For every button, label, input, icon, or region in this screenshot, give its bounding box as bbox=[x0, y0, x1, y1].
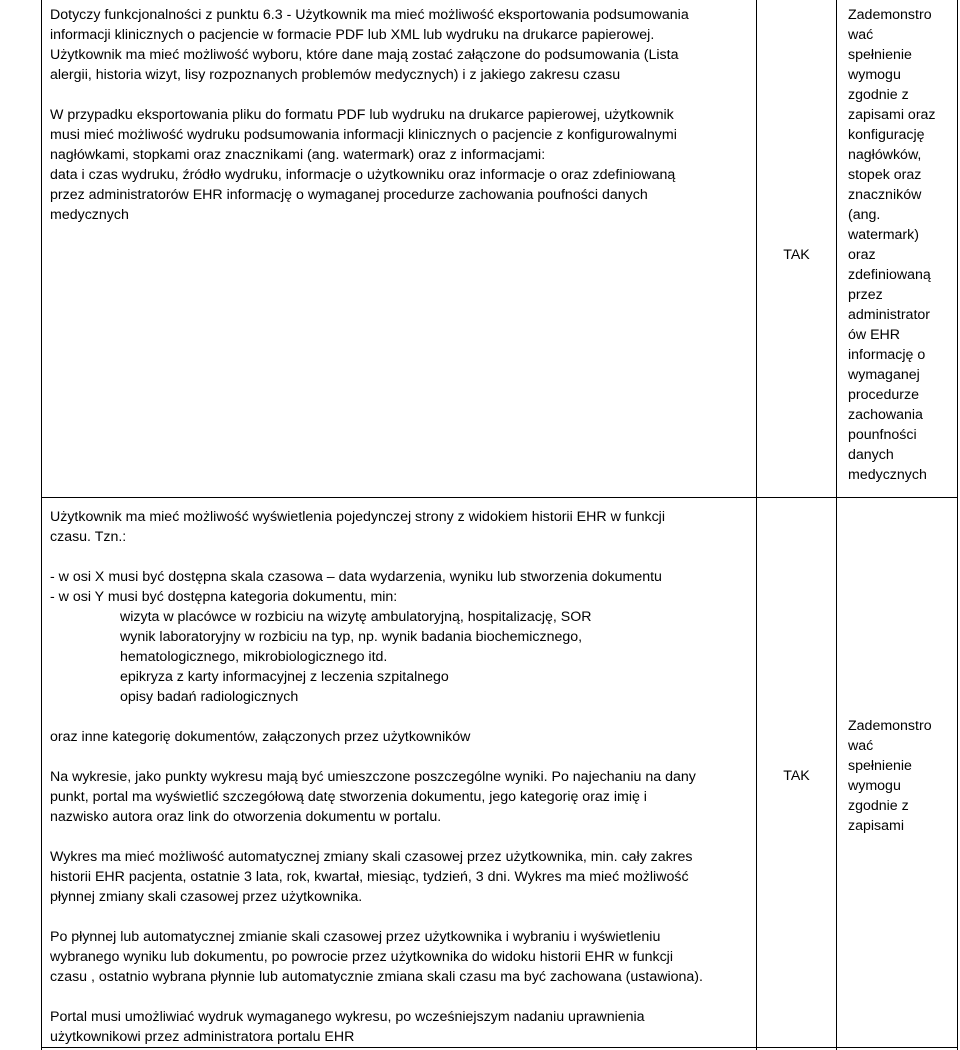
desc-line: - w osi Y musi być dostępna kategoria dokumentu, min: bbox=[50, 589, 398, 605]
note-line: wymogu bbox=[848, 778, 901, 794]
desc-line: Portal musi umożliwiać wydruk wymaganego wykresu, po wcześniejszym nadaniu uprawnienia bbox=[50, 1009, 645, 1025]
desc-line: W przypadku eksportowania pliku do formatu PDF lub wydruku na drukarce papierowej, użytkownik bbox=[50, 107, 674, 123]
note-line: zapisami oraz bbox=[848, 107, 936, 123]
desc-line: Na wykresie, jako punkty wykresu mają być umieszczone poszczególne wyniki. Po najechaniu na dany bbox=[50, 769, 696, 785]
desc-line: nagłówkami, stopkami oraz znacznikami (ang. watermark) oraz z informacjami: bbox=[50, 147, 546, 163]
desc-line: punkt, portal ma wyświetlić szczegółową datę stworzenia dokumentu, jego kategorię oraz imię i bbox=[50, 789, 647, 805]
note-line: wać bbox=[848, 738, 874, 754]
note-line: informację o bbox=[848, 347, 926, 363]
note-line: nagłówków, bbox=[848, 147, 922, 163]
note-line: pounfności bbox=[848, 427, 917, 443]
desc-line: użytkownikowi przez administratora portalu EHR bbox=[50, 1029, 355, 1045]
note-line: wać bbox=[848, 27, 874, 43]
table-row-divider bbox=[41, 497, 958, 498]
row-2-answer: TAK bbox=[783, 768, 810, 784]
desc-line: czasu. Tzn.: bbox=[50, 529, 127, 545]
note-line: Zademonstro bbox=[848, 718, 932, 734]
desc-line: płynnej zmiany skali czasowej przez użytkownika. bbox=[50, 889, 363, 905]
desc-line: - w osi X musi być dostępna skala czasowa – data wydarzenia, wyniku lub stworzenia dokumentu bbox=[50, 569, 662, 585]
note-line: zdefiniowaną bbox=[848, 267, 931, 283]
row-1-note bbox=[848, 5, 956, 485]
row-2-note bbox=[848, 716, 956, 836]
desc-line: nazwisko autora oraz link do otworzenia dokumentu w portalu. bbox=[50, 809, 442, 825]
row-1-description bbox=[50, 5, 754, 225]
note-line: wymaganej bbox=[848, 367, 920, 383]
desc-line: przez administratorów EHR informację o wymaganej procedurze zachowania poufności danych bbox=[50, 187, 648, 203]
desc-line: musi mieć możliwość wydruku podsumowania informacji klinicznych o pacjencie z konfigurowalnymi bbox=[50, 127, 677, 143]
note-line: wymogu bbox=[848, 67, 901, 83]
note-line: medycznych bbox=[848, 467, 927, 483]
note-line: stopek oraz bbox=[848, 167, 922, 183]
row-1-answer: TAK bbox=[783, 247, 810, 263]
note-line: spełnienie bbox=[848, 47, 912, 63]
row-2-description bbox=[50, 507, 754, 1047]
note-line: zgodnie z bbox=[848, 87, 909, 103]
desc-line: historii EHR pacjenta, ostatnie 3 lata, rok, kwartał, miesiąc, tydzień, 3 dni. Wykres ma mieć możliwość bbox=[50, 869, 689, 885]
note-line: procedurze bbox=[848, 387, 919, 403]
note-line: Zademonstro bbox=[848, 7, 932, 23]
desc-line: alergii, historia wizyt, lisy rozpoznanych problemów medycznych) i z jakiego zakresu czasu bbox=[50, 67, 621, 83]
category-line: opisy badań radiologicznych bbox=[120, 689, 299, 705]
note-line: przez bbox=[848, 287, 883, 303]
note-line: danych bbox=[848, 447, 894, 463]
desc-line: informacji klinicznych o pacjencie w formacie PDF lub XML lub wydruku na drukarce papierowej. bbox=[50, 27, 655, 43]
table-border-col3 bbox=[836, 0, 837, 1050]
desc-line: oraz inne kategorię dokumentów, załączonych przez użytkowników bbox=[50, 729, 471, 745]
note-line: watermark) bbox=[848, 227, 919, 243]
note-line: ów EHR bbox=[848, 327, 901, 343]
table-border-left bbox=[41, 0, 42, 1050]
category-line: hematologicznego, mikrobiologicznego itd. bbox=[120, 649, 388, 665]
note-line: zgodnie z bbox=[848, 798, 909, 814]
category-line: epikryza z karty informacyjnej z leczenia szpitalnego bbox=[120, 669, 449, 685]
note-line: znaczników bbox=[848, 187, 922, 203]
desc-line: medycznych bbox=[50, 207, 129, 223]
table-border-col2 bbox=[756, 0, 757, 1050]
note-line: konfigurację bbox=[848, 127, 925, 143]
note-line: (ang. bbox=[848, 207, 881, 223]
table-border-right bbox=[957, 0, 958, 1050]
desc-line: czasu , ostatnio wybrana płynnie lub automatycznie zmiana skali czasu ma być zachowana (ustawiona). bbox=[50, 969, 703, 985]
desc-line: wybranego wyniku lub dokumentu, po powrocie przez użytkownika do widoku historii EHR w funkcji bbox=[50, 949, 673, 965]
table-border-bottom bbox=[41, 1047, 958, 1048]
category-line: wynik laboratoryjny w rozbiciu na typ, np. wynik badania biochemicznego, bbox=[120, 629, 583, 645]
desc-line: Dotyczy funkcjonalności z punktu 6.3 - Użytkownik ma mieć możliwość eksportowania podsumowania bbox=[50, 7, 689, 23]
desc-line: data i czas wydruku, źródło wydruku, informacje o użytkowniku oraz informacje o oraz zdefiniowaną bbox=[50, 167, 676, 183]
desc-line: Po płynnej lub automatycznej zmianie skali czasowej przez użytkownika i wybraniu i wyświetleniu bbox=[50, 929, 661, 945]
note-line: zachowania bbox=[848, 407, 923, 423]
note-line: spełnienie bbox=[848, 758, 912, 774]
note-line: zapisami bbox=[848, 818, 904, 834]
desc-line: Wykres ma mieć możliwość automatycznej zmiany skali czasowej przez użytkownika, min. cały zakres bbox=[50, 849, 693, 865]
desc-line: Użytkownik ma mieć możliwość wyświetlenia pojedynczej strony z widokiem historii EHR w funkcji bbox=[50, 509, 665, 525]
category-line: wizyta w placówce w rozbiciu na wizytę ambulatoryjną, hospitalizację, SOR bbox=[120, 609, 592, 625]
note-line: oraz bbox=[848, 247, 876, 263]
desc-line: Użytkownik ma mieć możliwość wyboru, które dane mają zostać załączone do podsumowania (Lista bbox=[50, 47, 679, 63]
note-line: administrator bbox=[848, 307, 931, 323]
